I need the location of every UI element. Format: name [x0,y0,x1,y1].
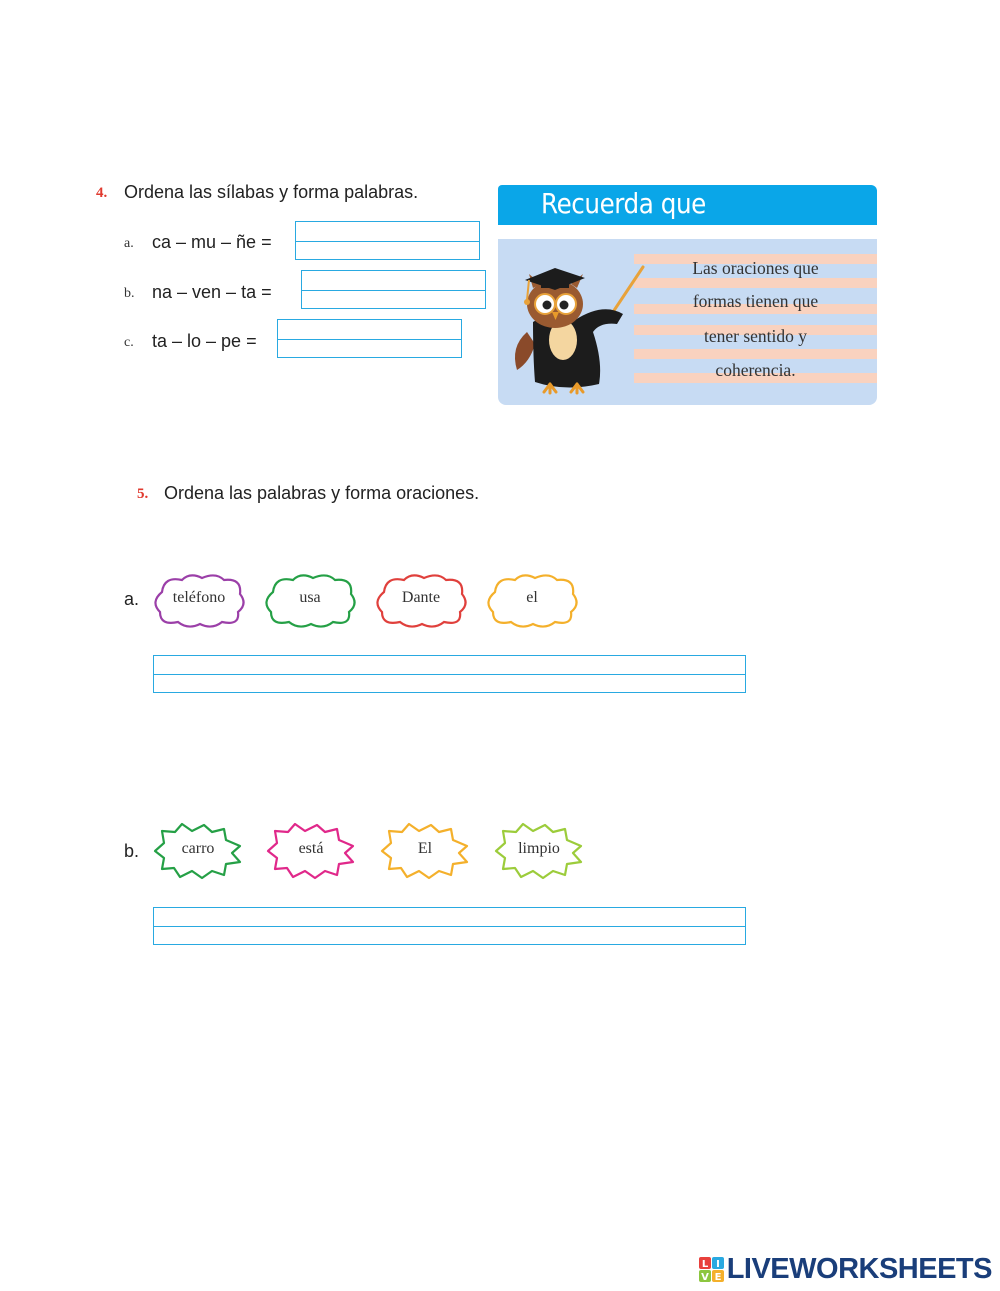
badge-letter: L [701,1258,708,1270]
answer-box-5a[interactable] [153,655,746,693]
stripe [634,349,877,359]
item-5b-letter: b. [124,841,140,861]
answer-box-4b[interactable] [301,270,486,309]
answer-input-5b[interactable] [156,909,743,926]
exercise-5-number: 5. [137,486,149,502]
word-card-el[interactable]: el [526,589,538,606]
answer-input-4c[interactable] [280,321,459,339]
exercise-4-instruction: Ordena las sílabas y forma palabras. [124,182,419,202]
stripe [634,278,877,288]
badge-letter: E [714,1271,722,1283]
word-card-carro[interactable]: carro [181,840,215,857]
exercise-4-number: 4. [96,185,108,201]
answer-box-4c[interactable] [277,319,462,358]
badge-letter: V [700,1271,709,1283]
answer-input-4a[interactable] [298,223,477,241]
recuerda-line-4: coherencia. [715,360,796,380]
item-4b-letter: b. [124,286,135,301]
word-card-dante[interactable]: Dante [401,589,441,606]
owl-teacher-illustration [505,262,645,397]
answer-box-4a[interactable] [295,221,480,260]
word-card-limpio[interactable]: limpio [518,840,560,857]
item-5a-letter: a. [124,589,140,609]
exercise-5-instruction: Ordena las palabras y forma oraciones. [164,483,480,503]
word-card-el-capital[interactable]: El [417,840,433,857]
item-4b-syllables: na – ven – ta = [152,282,272,302]
item-4a-syllables: ca – mu – ñe = [152,232,272,252]
word-card-usa[interactable]: usa [299,589,321,606]
liveworksheets-badge-icon [699,1257,725,1283]
liveworksheets-wordmark: LIVEWORKSHEETS [726,1253,992,1285]
liveworksheets-logo [699,1253,992,1286]
item-4c-syllables: ta – lo – pe = [152,331,257,351]
recuerda-line-2: formas tienen que [692,291,819,311]
word-card-telefono[interactable]: teléfono [172,589,226,606]
answer-box-5b[interactable] [153,907,746,945]
answer-input-4b[interactable] [304,272,483,290]
recuerda-title: Recuerda que [541,187,706,220]
word-card-esta[interactable]: está [298,840,324,857]
item-4a-letter: a. [124,236,134,251]
recuerda-line-1: Las oraciones que [692,258,819,278]
recuerda-line-3: tener sentido y [703,326,808,346]
answer-input-5a[interactable] [156,657,743,674]
badge-letter: I [715,1258,720,1270]
item-4c-letter: c. [124,335,134,350]
